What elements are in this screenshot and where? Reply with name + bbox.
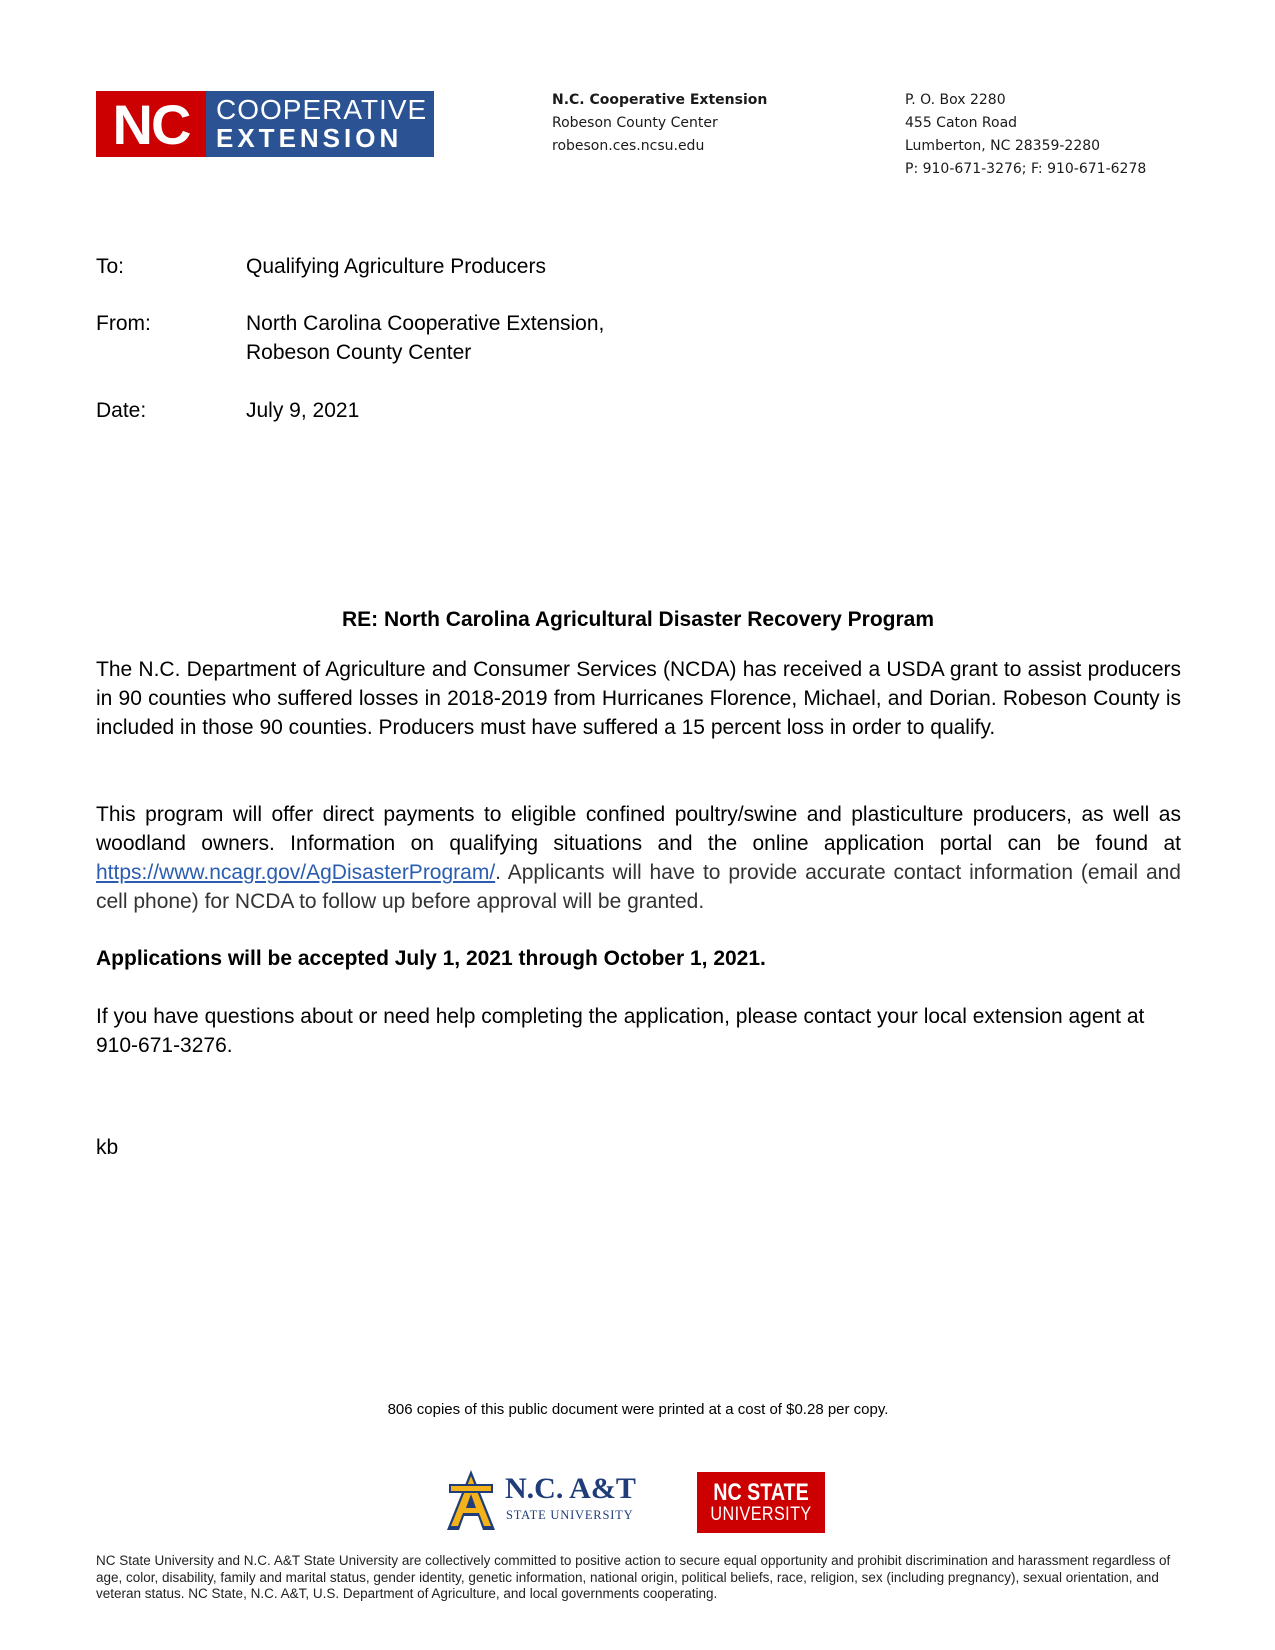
memo-from-label: From: — [96, 312, 151, 335]
address-street: 455 Caton Road — [905, 115, 1018, 131]
ncat-subtitle: STATE UNIVERSITY — [506, 1508, 634, 1522]
logo-line-cooperative: COOPERATIVE — [216, 94, 428, 125]
ag-disaster-program-link[interactable]: https://www.ncagr.gov/AgDisasterProgram/ — [96, 861, 496, 884]
ncstate-line2: UNIVERSITY — [710, 1504, 812, 1525]
mailing-address — [905, 89, 1146, 181]
memo-from-line2: Robeson County Center — [246, 341, 472, 364]
paragraph-grant-info: The N.C. Department of Agriculture and Consumer Services (NCDA) has received a USDA grant to assist producers in 90 counties who suffered losses in 2018-2019 from Hurricanes Florence, Michael, and Dorian. Robeson County is included in those 90 counties. Producers must have suffered a 15 percent loss in order to qualify. — [96, 658, 1181, 739]
memo-to-value: Qualifying Agriculture Producers — [246, 255, 546, 278]
paragraph-contact: If you have questions about or need help completing the application, please contact your local extension agent at 910-671-3276. — [96, 1005, 1145, 1057]
memo-from-value — [246, 309, 846, 367]
logo-text-block — [206, 91, 434, 157]
org-center: Robeson County Center — [552, 115, 718, 131]
logo-nc-block: NC — [96, 91, 206, 157]
memo-date-value: July 9, 2021 — [246, 399, 360, 422]
logo-line-extension: EXTENSION — [216, 123, 403, 153]
nc-state-university-logo — [697, 1472, 825, 1533]
memo-to-label: To: — [96, 255, 125, 278]
memo-from-line1: North Carolina Cooperative Extension, — [246, 312, 605, 335]
nc-at-state-university-logo — [445, 1468, 640, 1532]
ncstate-line1: NC STATE — [713, 1479, 809, 1506]
org-info — [552, 89, 767, 158]
printing-cost-note: 806 copies of this public document were printed at a cost of $0.28 per copy. — [387, 1401, 889, 1418]
org-website: robeson.ces.ncsu.edu — [552, 138, 705, 154]
nc-cooperative-extension-logo — [96, 91, 434, 157]
org-name: N.C. Cooperative Extension — [552, 92, 768, 108]
program-info-text-continued: . Applicants will have to provide accurate contact information (email and cell phone) for NCDA to follow up before approval will be granted. — [96, 861, 1181, 913]
author-initials: kb — [96, 1136, 119, 1159]
address-phone-fax: P: 910-671-3276; F: 910-671-6278 — [905, 161, 1147, 177]
equal-opportunity-statement: NC State University and N.C. A&T State University are collectively committed to positive action to secure equal opportunity and prohibit discrimination and harassment regardless of age, color, disability, family and marital status, gender identity, genetic information, national origin, political beliefs, race, religion, sex (including pregnancy), sexual orientation, and veteran status. NC State, N.C. A&T, U.S. Department of Agriculture, and local governments cooperating. — [96, 1553, 1171, 1601]
paragraph-program-info — [96, 800, 1181, 916]
address-city: Lumberton, NC 28359-2280 — [905, 138, 1101, 154]
memo-date-label: Date: — [96, 399, 147, 422]
program-info-text: This program will offer direct payments to eligible confined poultry/swine and plasticulture producers, as well as woodland owners. Information on qualifying situations and the online application portal can be found at — [96, 803, 1181, 855]
address-po-box: P. O. Box 2280 — [905, 92, 1006, 108]
application-deadline: Applications will be accepted July 1, 2021 through October 1, 2021. — [96, 947, 766, 970]
aggie-a-icon — [445, 1468, 497, 1532]
subject-line: RE: North Carolina Agricultural Disaster Recovery Program — [341, 608, 935, 631]
ncat-title: N.C. A&T — [505, 1472, 636, 1505]
